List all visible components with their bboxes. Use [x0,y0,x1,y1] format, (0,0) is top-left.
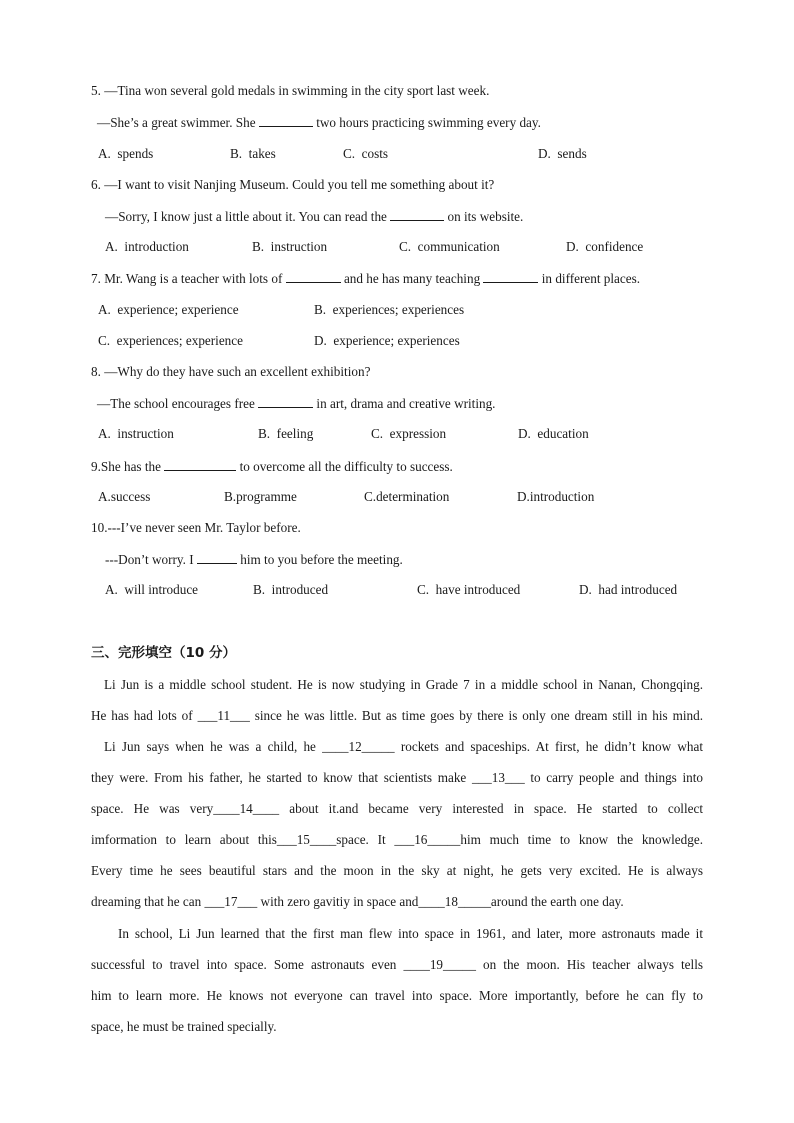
answer-blank [259,113,313,127]
passage-line: In school, Li Jun learned that the first man flew into space in 1961, and later, more astronauts made it [118,926,703,941]
option-c: C.determination [364,489,450,504]
response-text: on its website. [444,209,524,224]
passage-line: space. He was very____14____ about it.and became very interested in space. He started to collect [91,801,703,816]
option-c: C. have introduced [417,582,521,597]
option-b: B. feeling [258,426,314,441]
prompt-text: 7. Mr. Wang is a teacher with lots of [91,271,286,286]
option-b: B. takes [230,146,276,161]
response-text: him to you before the meeting. [236,552,403,567]
passage-line: imformation to learn about this___15____space. It ___16_____him much time to know the knowledge. [91,832,703,847]
question-5-prompt: 5. —Tina won several gold medals in swimming in the city sport last week. [91,83,490,98]
question-6-response [105,207,523,226]
question-8-prompt: 8. —Why do they have such an excellent exhibition? [91,364,371,379]
answer-blank [483,269,538,283]
answer-blank [286,269,341,283]
passage-line: him to learn more. He knows not everyone can travel into space. More importantly, before he can fly to [91,988,703,1003]
option-d: D. sends [538,146,587,161]
option-b: B. experiences; experiences [314,302,465,317]
option-b: B. instruction [252,239,328,254]
option-b: B. introduced [253,582,329,597]
question-9-prompt [91,457,453,476]
option-d: D.introduction [517,489,595,504]
option-d: D. experience; experiences [314,333,460,348]
passage-line: they were. From his father, he started to know that scientists make ___13___ to carry people and things into [91,770,703,785]
question-6-prompt: 6. —I want to visit Nanjing Museum. Could you tell me something about it? [91,177,495,192]
option-a: A. experience; experience [98,302,239,317]
passage-line: Li Jun is a middle school student. He is now studying in Grade 7 in a middle school in Nanan, Chongqing. [104,677,703,692]
option-a: A. will introduce [105,582,199,597]
response-text: —The school encourages free [97,396,259,411]
answer-blank [197,550,237,564]
question-7-prompt [91,269,640,288]
option-d: D. confidence [566,239,644,254]
passage-line: Li Jun says when he was a child, he ____12_____ rockets and spaceships. At first, he didn’t know what [104,739,703,754]
answer-blank [390,207,444,221]
question-10-prompt: 10.---I’ve never seen Mr. Taylor before. [91,520,301,535]
option-d: D. education [518,426,589,441]
answer-blank [164,457,236,471]
option-a: A.success [98,489,151,504]
option-c: C. costs [343,146,389,161]
option-a: A. spends [98,146,154,161]
question-8-response [97,394,495,413]
passage-line: space, he must be trained specially. [91,1019,277,1034]
response-text: —She’s a great swimmer. She [97,115,259,130]
answer-blank [258,394,313,408]
option-c: C. expression [371,426,447,441]
option-a: A. introduction [105,239,189,254]
option-c: C. experiences; experience [98,333,243,348]
question-10-response [105,550,403,569]
prompt-text: in different places. [538,271,641,286]
section-heading: 三、完形填空（10 分） [91,645,236,661]
response-text: ---Don’t worry. I [105,552,197,567]
option-b: B.programme [224,489,297,504]
response-text: —Sorry, I know just a little about it. You can read the [105,209,391,224]
prompt-text: to overcome all the difficulty to success. [236,459,453,474]
prompt-text: 9.She has the [91,459,165,474]
response-text: in art, drama and creative writing. [313,396,496,411]
passage-line: successful to travel into space. Some astronauts even ____19_____ on the moon. His teacher always tells [91,957,703,972]
question-5-response [97,113,541,132]
response-text: two hours practicing swimming every day. [312,115,541,130]
option-a: A. instruction [98,426,174,441]
option-d: D. had introduced [579,582,678,597]
passage-line: dreaming that he can ___17___ with zero gavitiy in space and____18_____around the earth one day. [91,894,624,909]
passage-line: Every time he sees beautiful stars and the moon in the sky at night, he gets very excited. He is always [91,863,703,878]
option-c: C. communication [399,239,500,254]
prompt-text: and he has many teaching [340,271,484,286]
passage-line: He has had lots of ___11___ since he was little. But as time goes by there is only one dream still in his mind. [91,708,703,723]
